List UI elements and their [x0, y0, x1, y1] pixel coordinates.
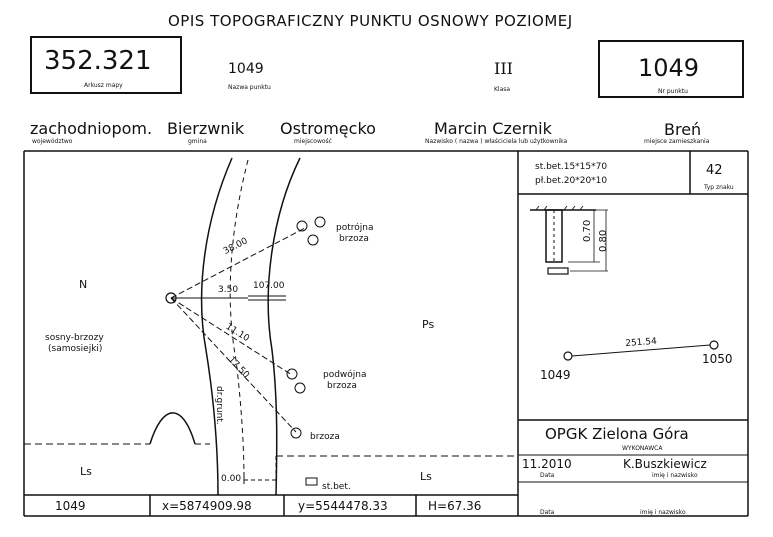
- locality-value: Ostromęcko: [280, 119, 376, 138]
- point-1049-marker: [564, 352, 572, 360]
- tree-triple-label: potrójna: [336, 223, 374, 233]
- land-ps-label: Ps: [422, 318, 435, 331]
- stbet-box: [306, 478, 317, 485]
- point-number-label: Nr punktu: [658, 88, 688, 95]
- point-number-value: 1049: [638, 54, 700, 82]
- locality-label: miejscowość: [294, 138, 332, 145]
- mark-line-2: pł.bet.20*20*10: [535, 176, 608, 186]
- point-b-label: 1050: [702, 352, 733, 366]
- dist-road: 3.50: [218, 285, 239, 295]
- mark-dim-lower: 0.80: [598, 229, 609, 252]
- commune-label: gmina: [188, 138, 207, 145]
- residence-label: miejsce zamieszkania: [644, 138, 710, 145]
- executor-date: 11.2010: [522, 457, 572, 471]
- tree-single-label: brzoza: [310, 432, 340, 442]
- executor-date-label: Data: [540, 472, 555, 479]
- forest-label: sosny-brzozy: [45, 333, 104, 343]
- mark-dim-upper: 0.70: [582, 219, 593, 242]
- point-a-label: 1049: [540, 368, 571, 382]
- road-edge-right: [268, 158, 300, 495]
- boundary-bump: [150, 413, 195, 444]
- footer-name-label: imię i nazwisko: [640, 509, 686, 516]
- mark-type-value: 42: [706, 163, 723, 178]
- voivodeship-label: województwo: [32, 138, 73, 145]
- executor-person: K.Buszkiewicz: [623, 457, 707, 471]
- land-ls-right: Ls: [420, 470, 432, 483]
- mark-plate: [548, 268, 568, 274]
- residence-value: Breń: [664, 120, 702, 139]
- dist-single: 17.50: [225, 355, 251, 381]
- dist-road-far: 107.00: [253, 281, 285, 291]
- document-title: OPIS TOPOGRAFICZNY PUNKTU OSNOWY POZIOMEJ: [168, 12, 573, 30]
- road-centre-line: [230, 160, 248, 480]
- executor-company: OPGK Zielona Góra: [545, 425, 689, 443]
- stbet-label: st.bet.: [322, 482, 351, 492]
- footer-date-label: Data: [540, 509, 555, 516]
- owner-value: Marcin Czernik: [434, 119, 552, 138]
- map-sheet-label: Arkusz mapy: [84, 82, 123, 89]
- mark-type-label: Typ znaku: [704, 184, 734, 191]
- tree-triple-label-2: brzoza: [339, 234, 369, 244]
- owner-label: Nazwisko ( nazwa ) właściciela lub użytkownika: [425, 138, 568, 145]
- point-name-value: 1049: [228, 61, 264, 77]
- road-label: dr.grunt.: [214, 386, 224, 425]
- tree-double-label-2: brzoza: [327, 381, 357, 391]
- forest-note: (samosiejki): [48, 344, 103, 354]
- voivodeship-value: zachodniopom.: [30, 119, 153, 138]
- executor-label: WYKONAWCA: [622, 445, 663, 452]
- footer-x: x=5874909.98: [162, 499, 252, 513]
- zero-mark: 0.00: [221, 474, 242, 484]
- map-sheet-value: 352.321: [44, 46, 152, 76]
- footer-y: y=5544478.33: [298, 499, 388, 513]
- dist-double: 11.10: [223, 322, 251, 345]
- mark-line-1: st.bet.15*15*70: [535, 162, 608, 172]
- class-label: Klasa: [494, 86, 511, 93]
- class-value: III: [494, 59, 513, 78]
- commune-value: Bierzwnik: [167, 119, 245, 138]
- tree-double-label: podwójna: [323, 370, 367, 380]
- footer-point: 1049: [55, 499, 86, 513]
- executor-person-label: imię i nazwisko: [652, 472, 698, 479]
- north-label: N: [79, 278, 88, 291]
- point-name-label: Nazwa punktu: [228, 84, 271, 91]
- footer-h: H=67.36: [428, 499, 482, 513]
- connection-distance: 251.54: [625, 336, 658, 349]
- land-ls-left: Ls: [80, 465, 92, 478]
- point-1050-marker: [710, 341, 718, 349]
- dist-triple: 38.00: [222, 236, 250, 257]
